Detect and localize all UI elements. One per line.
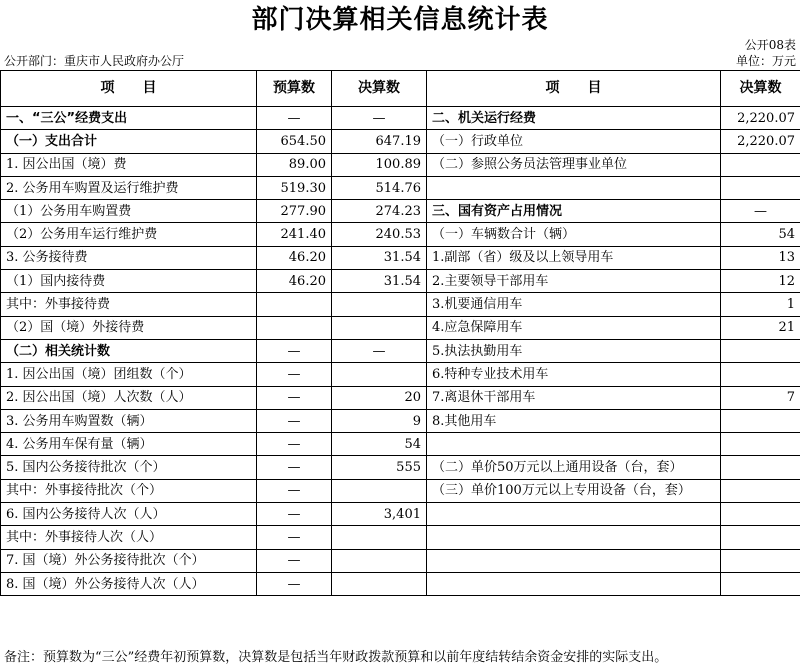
table-row (1, 246, 800, 269)
row-final: 20 (332, 386, 427, 409)
row-item-left: 2. 因公出国（境）人次数（人） (1, 386, 257, 409)
row-budget: 277.90 (257, 200, 332, 223)
table-row (1, 316, 800, 339)
row-item-left: （二）相关统计数 (1, 339, 257, 362)
row-item-left: 其中：外事接待人次（人） (1, 526, 257, 549)
table-row (1, 107, 800, 130)
row-final (332, 316, 427, 339)
row-item-left: （1）公务用车购置费 (1, 200, 257, 223)
row-budget: — (257, 409, 332, 432)
row-budget: — (257, 503, 332, 526)
row-item-right (427, 572, 721, 595)
row-item-right: 3.机要通信用车 (427, 293, 721, 316)
header-final-left: 决算数 (332, 71, 427, 107)
row-budget: — (257, 339, 332, 362)
row-final-right: 54 (721, 223, 800, 246)
row-final: 100.89 (332, 153, 427, 176)
row-final: 3,401 (332, 503, 427, 526)
table-row (1, 270, 800, 293)
row-final: 240.53 (332, 223, 427, 246)
row-final-right: 7 (721, 386, 800, 409)
row-item-right: （一）行政单位 (427, 130, 721, 153)
row-item-right: 4.应急保障用车 (427, 316, 721, 339)
row-final-right (721, 503, 800, 526)
form-number: 公开08表 (744, 38, 796, 52)
row-final: 9 (332, 409, 427, 432)
row-item-left: 5. 国内公务接待批次（个） (1, 456, 257, 479)
row-final-right (721, 549, 800, 572)
row-budget (257, 293, 332, 316)
row-final-right (721, 479, 800, 502)
row-item-right: 5.执法执勤用车 (427, 339, 721, 362)
row-item-left: 其中：外事接待费 (1, 293, 257, 316)
row-final (332, 479, 427, 502)
table-row (1, 153, 800, 176)
table-row (1, 293, 800, 316)
row-final-right (721, 153, 800, 176)
row-final-right: 2,220.07 (721, 130, 800, 153)
table-row (1, 176, 800, 199)
department-label: 公开部门：重庆市人民政府办公厅 (4, 54, 185, 68)
row-item-right: （三）单价100万元以上专用设备（台，套） (427, 479, 721, 502)
row-budget: — (257, 526, 332, 549)
row-item-left: （1）国内接待费 (1, 270, 257, 293)
row-budget: — (257, 456, 332, 479)
row-item-left: 4. 公务用车保有量（辆） (1, 433, 257, 456)
table-row (1, 549, 800, 572)
row-final-right (721, 572, 800, 595)
row-item-left: 8. 国（境）外公务接待人次（人） (1, 572, 257, 595)
header-budget: 预算数 (257, 71, 332, 107)
row-item-left: 6. 国内公务接待人次（人） (1, 503, 257, 526)
row-item-right: 二、机关运行经费 (427, 107, 721, 130)
table-row (1, 200, 800, 223)
row-final: 555 (332, 456, 427, 479)
row-final-right (721, 363, 800, 386)
row-item-right: （二）参照公务员法管理事业单位 (427, 153, 721, 176)
row-final: 514.76 (332, 176, 427, 199)
row-item-left: 2. 公务用车购置及运行维护费 (1, 176, 257, 199)
row-item-right (427, 433, 721, 456)
row-final: 31.54 (332, 270, 427, 293)
row-final (332, 572, 427, 595)
row-item-right: 7.离退休干部用车 (427, 386, 721, 409)
row-item-right: 2.主要领导干部用车 (427, 270, 721, 293)
header-final-right: 决算数 (721, 71, 800, 107)
row-final-right: — (721, 200, 800, 223)
table-row (1, 339, 800, 362)
row-budget: 654.50 (257, 130, 332, 153)
row-item-right: 6.特种专业技术用车 (427, 363, 721, 386)
row-item-right (427, 176, 721, 199)
header-item-left: 项 目 (1, 71, 257, 107)
row-item-right: （二）单价50万元以上通用设备（台，套） (427, 456, 721, 479)
row-budget: — (257, 363, 332, 386)
table-row (1, 479, 800, 502)
row-item-left: 1. 因公出国（境）费 (1, 153, 257, 176)
row-budget: 241.40 (257, 223, 332, 246)
table-row (1, 503, 800, 526)
row-item-right: （一）车辆数合计（辆） (427, 223, 721, 246)
row-final (332, 363, 427, 386)
table-row (1, 130, 800, 153)
row-item-left: 其中：外事接待批次（个） (1, 479, 257, 502)
row-item-right (427, 503, 721, 526)
row-final-right (721, 433, 800, 456)
row-budget: 519.30 (257, 176, 332, 199)
row-final-right: 2,220.07 (721, 107, 800, 130)
table-row (1, 526, 800, 549)
row-final-right: 1 (721, 293, 800, 316)
row-item-left: 7. 国（境）外公务接待批次（个） (1, 549, 257, 572)
row-final: 54 (332, 433, 427, 456)
row-final-right (721, 409, 800, 432)
row-final-right: 13 (721, 246, 800, 269)
row-budget: — (257, 386, 332, 409)
row-item-right (427, 526, 721, 549)
row-item-left: 3. 公务用车购置数（辆） (1, 409, 257, 432)
row-final: 31.54 (332, 246, 427, 269)
row-budget: 46.20 (257, 270, 332, 293)
table-row (1, 409, 800, 432)
table-header-row (1, 71, 800, 107)
row-item-left: （一）支出合计 (1, 130, 257, 153)
row-item-right (427, 549, 721, 572)
row-item-left: 3. 公务接待费 (1, 246, 257, 269)
row-budget: — (257, 433, 332, 456)
row-final-right (721, 456, 800, 479)
row-final (332, 549, 427, 572)
row-budget: — (257, 107, 332, 130)
row-budget: — (257, 572, 332, 595)
statistics-table (0, 70, 800, 596)
table-row (1, 386, 800, 409)
row-final: — (332, 339, 427, 362)
table-row (1, 433, 800, 456)
table-row (1, 572, 800, 595)
row-final-right (721, 176, 800, 199)
row-item-left: （2）公务用车运行维护费 (1, 223, 257, 246)
row-item-left: 一、“三公”经费支出 (1, 107, 257, 130)
row-final: 647.19 (332, 130, 427, 153)
row-final-right (721, 526, 800, 549)
page-title: 部门决算相关信息统计表 (251, 5, 549, 35)
row-budget: 89.00 (257, 153, 332, 176)
table-row (1, 363, 800, 386)
row-item-left: 1. 因公出国（境）团组数（个） (1, 363, 257, 386)
row-item-right: 8.其他用车 (427, 409, 721, 432)
row-budget: — (257, 479, 332, 502)
footnote: 备注：预算数为“三公”经费年初预算数，决算数是包括当年财政拨款预算和以前年度结转结余资金安排的实际支出。 (4, 650, 668, 665)
row-final: 274.23 (332, 200, 427, 223)
row-item-right: 1.副部（省）级及以上领导用车 (427, 246, 721, 269)
row-final-right: 21 (721, 316, 800, 339)
row-final-right (721, 339, 800, 362)
table-row (1, 223, 800, 246)
table-row (1, 456, 800, 479)
row-budget: 46.20 (257, 246, 332, 269)
row-budget: — (257, 549, 332, 572)
row-final: — (332, 107, 427, 130)
unit-label: 单位：万元 (735, 54, 796, 68)
row-final-right: 12 (721, 270, 800, 293)
row-final (332, 293, 427, 316)
header-item-right: 项 目 (427, 71, 721, 107)
row-item-right: 三、国有资产占用情况 (427, 200, 721, 223)
row-item-left: （2）国（境）外接待费 (1, 316, 257, 339)
row-budget (257, 316, 332, 339)
row-final (332, 526, 427, 549)
